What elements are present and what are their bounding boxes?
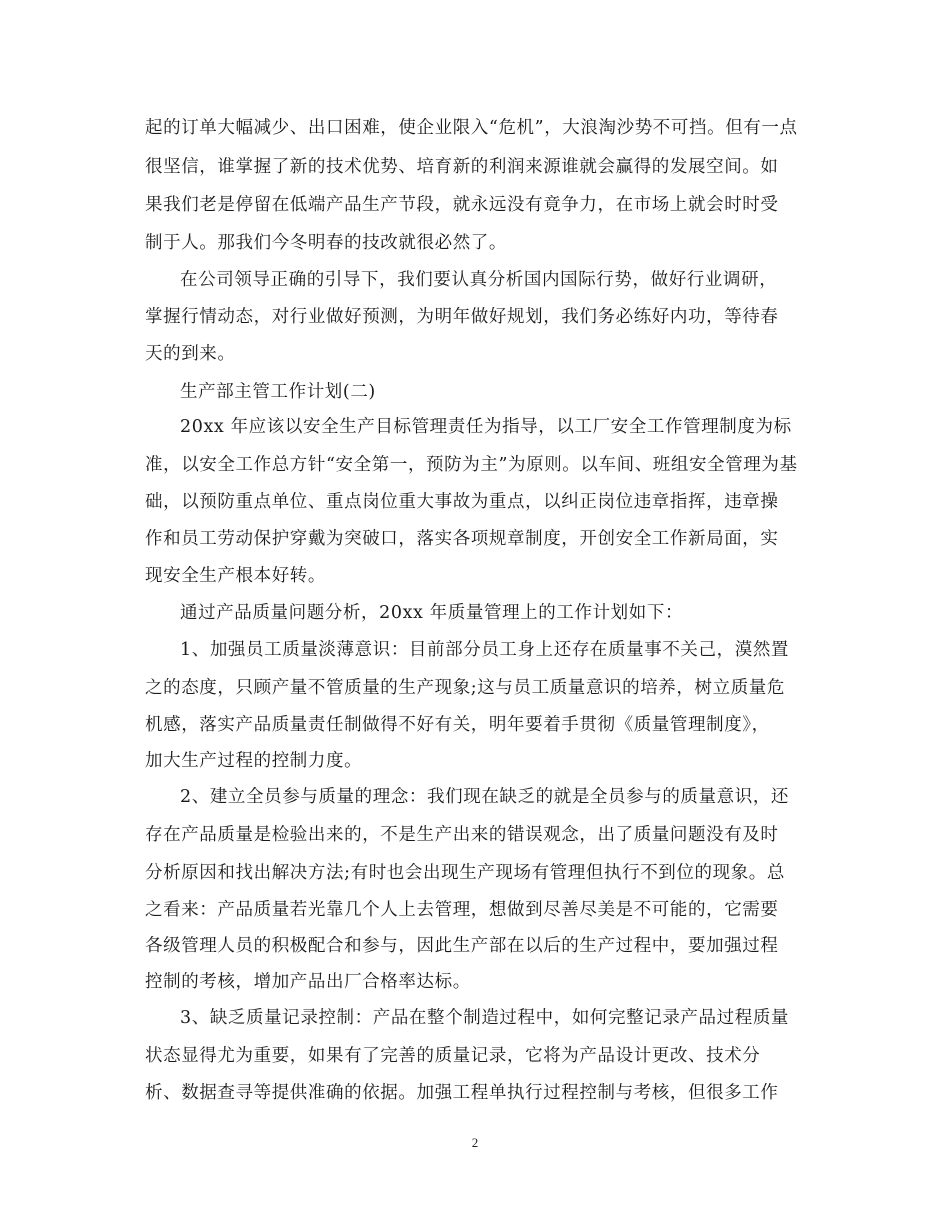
body-text-line: 起的订单大幅减少、出口困难，使企业限入“危机”，大浪淘沙势不可挡。但有一点 bbox=[145, 118, 798, 138]
body-text-line: 果我们老是停留在低端产品生产节段，就永远没有竟争力，在市场上就会时时受 bbox=[145, 195, 779, 215]
body-text-line: 机感，落实产品质量责任制做得不好有关，明年要着手贯彻《质量管理制度》， bbox=[145, 715, 770, 735]
body-text-line: 很坚信，谁掌握了新的技术优势、培育新的利润来源谁就会赢得的发展空间。如 bbox=[145, 157, 779, 177]
body-text-line: 天的到来。 bbox=[145, 344, 236, 364]
page-number: 2 bbox=[471, 1135, 479, 1150]
body-text-line: 准，以安全工作总方针“安全第一，预防为主”为原则。以车间、班组安全管理为基 bbox=[145, 455, 798, 475]
body-text-line: 2、建立全员参与质量的理念：我们现在缺乏的就是全员参与的质量意识，还 bbox=[180, 787, 790, 807]
body-text-line: 作和员工劳动保护穿戴为突破口，落实各项规章制度，开创安全工作新局面，实 bbox=[145, 529, 779, 549]
body-text-line: 20xx 年应该以安全生产目标管理责任为指导，以工厂安全工作管理制度为标 bbox=[180, 417, 792, 437]
body-text-line: 1、加强员工质量淡薄意识：目前部分员工身上还存在质量事不关己，漠然置 bbox=[180, 640, 790, 660]
body-text-line: 之看来：产品质量若光靠几个人上去管理，想做到尽善尽美是不可能的，它需要 bbox=[145, 900, 779, 920]
body-text-line: 存在产品质量是检验出来的，不是生产出来的错误观念，出了质量问题没有及时 bbox=[145, 825, 779, 845]
body-text-line: 之的态度，只顾产量不管质量的生产现象;这与员工质量意识的培养，树立质量危 bbox=[145, 678, 785, 698]
body-text-line: 通过产品质量问题分析，20xx 年质量管理上的工作计划如下： bbox=[180, 603, 684, 623]
body-text-line: 状态显得尤为重要，如果有了完善的质量记录，它将为产品设计更改、技术分 bbox=[145, 1046, 761, 1066]
body-text-line: 加大生产过程的控制力度。 bbox=[145, 751, 363, 771]
body-text-line: 控制的考核，增加产品出厂合格率达标。 bbox=[145, 972, 471, 992]
body-text-line: 分析原因和找出解决方法;有时也会出现生产现场有管理但执行不到位的现象。总 bbox=[145, 863, 785, 883]
body-text-line: 础，以预防重点单位、重点岗位重大事故为重点，以纠正岗位违章指挥，违章操 bbox=[145, 492, 779, 512]
body-text-line: 各级管理人员的积极配合和参与，因此生产部在以后的生产过程中，要加强过程 bbox=[145, 936, 779, 956]
body-text-line: 掌握行情动态，对行业做好预测，为明年做好规划，我们务必练好内功，等待春 bbox=[145, 307, 779, 327]
body-text-line: 析、数据查寻等提供准确的依据。加强工程单执行过程控制与考核，但很多工作 bbox=[145, 1083, 779, 1103]
body-text-line: 在公司领导正确的引导下，我们要认真分析国内国际行势，做好行业调研， bbox=[180, 270, 778, 290]
body-text-line: 3、缺乏质量记录控制：产品在整个制造过程中，如何完整记录产品过程质量 bbox=[180, 1008, 790, 1028]
section-heading: 生产部主管工作计划(二) bbox=[180, 382, 376, 402]
body-text-line: 现安全生产根本好转。 bbox=[145, 566, 326, 586]
body-text-line: 制于人。那我们今冬明春的技改就很必然了。 bbox=[145, 233, 507, 253]
